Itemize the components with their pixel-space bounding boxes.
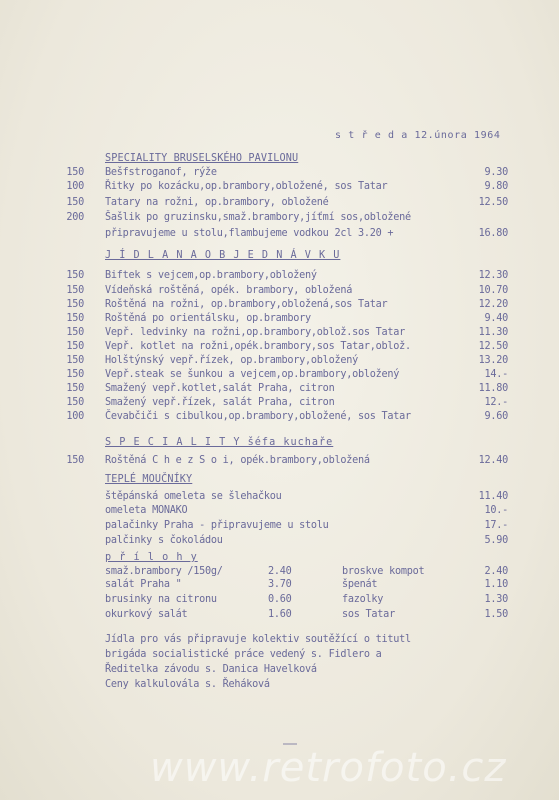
side-dish-name: fazolky [342,594,384,605]
row-qty: 150 [66,327,84,338]
row-qty: 150 [66,397,84,408]
row-name: Vepř.steak se šunkou a vejcem,op.brambory,obložený [105,369,400,380]
watermark: www.retrofoto.cz [150,745,507,791]
row-name: Vídeňská roštěná, opék. brambory, obložená [105,285,353,296]
row-price: 11.30 [478,327,508,338]
row-price: 16.80 [478,228,508,239]
row-price: 10.- [484,505,508,516]
row-name: palačinky Praha - připravujeme u stolu [105,520,329,531]
side-dish-name: okurkový salát [105,609,188,620]
row-qty: 150 [66,270,84,281]
row-name: Holštýnský vepř.řízek, op.brambory,obložený [105,355,358,366]
side-dish-price: 1.30 [484,594,508,605]
section-title-mouciky: TEPLÉ MOUČNÍKY [105,474,193,485]
row-qty: 200 [66,212,84,223]
row-name: Vepř. ledvinky na rožni,op.brambory,oblož.sos Tatar [105,327,406,338]
row-price: 12.50 [478,341,508,352]
row-name: Biftek s vejcem,op.brambory,obložený [105,270,317,281]
row-name: připravujeme u stolu,flambujeme vodkou 2cl 3.20 + [105,228,394,239]
row-qty: 150 [66,167,84,178]
row-price: 11.40 [478,491,508,502]
row-name: Bešfstroganof, rýže [105,167,217,178]
row-price: 12.20 [478,299,508,310]
side-dish-name: broskve kompot [342,566,425,577]
row-name: Smažený vepř.kotlet,salát Praha, citron [105,383,335,394]
row-qty: 150 [66,383,84,394]
side-dish-price: 2.40 [268,566,292,577]
section-title-objednavka: J Í D L A N A O B J E D N Á V K U [105,250,341,261]
row-qty: 150 [66,285,84,296]
row-name: Tatary na rožni, op.brambory, obložené [105,197,329,208]
row-price: 17.- [484,520,508,531]
side-dish-price: 0.60 [268,594,292,605]
row-price: 12.- [484,397,508,408]
row-name: omeleta MONAKO [105,505,188,516]
row-price: 10.70 [478,285,508,296]
side-dish-name: smaž.brambory /150g/ [105,566,223,577]
row-qty: 150 [66,455,84,466]
row-name: Vepř. kotlet na rožni,opék.brambory,sos Tatar,oblož. [105,341,411,352]
row-qty: 100 [66,411,84,422]
row-name: palčinky s čokoládou [105,535,223,546]
side-dish-name: brusinky na citronu [105,594,217,605]
row-name: Řitky po kozácku,op.brambory,obložené, sos Tatar [105,181,388,192]
row-price: 13.20 [478,355,508,366]
row-qty: 150 [66,341,84,352]
row-price: 9.80 [484,181,508,192]
row-qty: 150 [66,313,84,324]
row-qty: 150 [66,369,84,380]
row-price: 9.40 [484,313,508,324]
footer-line: Jídla pro vás připravuje kolektiv soutěžící o titutl [105,634,411,645]
side-dish-price: 3.70 [268,579,292,590]
side-dish-price: 1.50 [484,609,508,620]
row-price: 9.60 [484,411,508,422]
section-title-pavilon: SPECIALITY BRUSELSKÉHO PAVILONU [105,153,299,164]
side-dish-name: sos Tatar [342,609,395,620]
footer-line: Ceny kalkulovála s. Řeháková [105,679,270,690]
side-dish-price: 1.10 [484,579,508,590]
row-name: Roštěná na rožni, op.brambory,obložená,sos Tatar [105,299,388,310]
row-price: 14.- [484,369,508,380]
row-price: 12.50 [478,197,508,208]
row-price: 11.80 [478,383,508,394]
menu-date: s t ř e d a 12.února 1964 [335,130,501,141]
row-qty: 150 [66,355,84,366]
row-qty: 150 [66,299,84,310]
row-price: 12.30 [478,270,508,281]
side-dish-name: špenát [342,579,378,590]
row-qty: 150 [66,197,84,208]
side-dish-name: salát Praha " [105,579,182,590]
row-name: Šašlik po gruzinsku,smaž.brambory,jíťmí sos,obložené [105,212,411,223]
section-title-prilohy: p ř í l o h y [105,552,198,563]
row-name: štěpánská omeleta se šlehačkou [105,491,282,502]
row-name: Čevabčiči s cibulkou,op.brambory,obložené, sos Tatar [105,411,411,422]
row-name: Smažený vepř.řízek, salát Praha, citron [105,397,335,408]
row-name: Roštěná po orientálsku, op.brambory [105,313,311,324]
row-price: 9.30 [484,167,508,178]
footer-line: Ředitelka závodu s. Danica Havelková [105,664,317,675]
footer-line: brigáda socialistické práce vedený s. Fidlero a [105,649,382,660]
row-price: 12.40 [478,455,508,466]
side-dish-price: 2.40 [484,566,508,577]
row-qty: 100 [66,181,84,192]
row-name: Roštěná C h e z S o i, opék.brambory,obložená [105,455,370,466]
row-price: 5.90 [484,535,508,546]
section-title-sefkuchar: S P E C I A L I T Y šéfa kuchaře [105,437,334,448]
side-dish-price: 1.60 [268,609,292,620]
